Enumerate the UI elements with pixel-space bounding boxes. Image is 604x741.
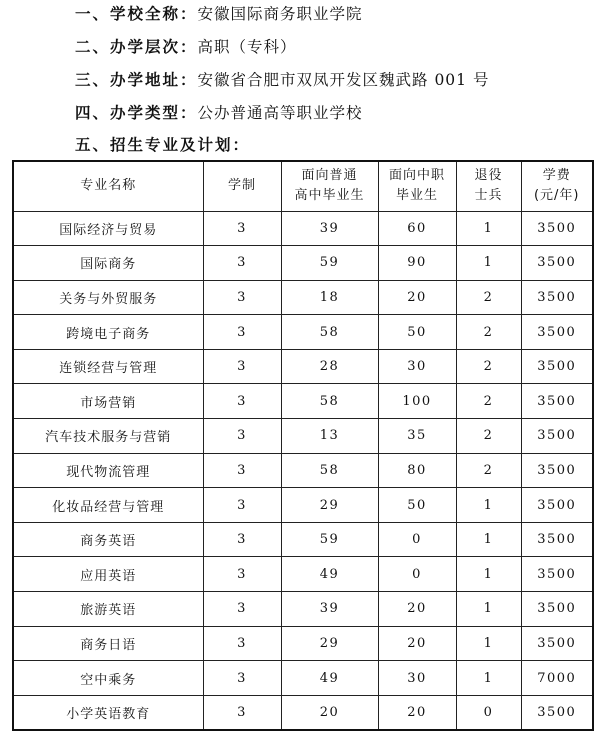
cell-vocational-quota: 100: [378, 384, 456, 419]
info-line-address: [75, 66, 489, 94]
info-key: 三、办学地址：: [75, 71, 198, 89]
cell-tuition: 3500: [521, 419, 593, 454]
info-line-name: [75, 0, 363, 28]
cell-major-name: 化妆品经营与管理: [13, 488, 203, 523]
cell-duration: 3: [203, 419, 281, 454]
table-row: [13, 315, 593, 350]
cell-major-name: 应用英语: [13, 557, 203, 592]
cell-veteran-quota: 0: [456, 695, 521, 730]
header-duration: [203, 161, 281, 211]
cell-duration: 3: [203, 522, 281, 557]
cell-veteran-quota: 2: [456, 315, 521, 350]
cell-highschool-quota: 39: [281, 592, 378, 627]
cell-veteran-quota: 1: [456, 488, 521, 523]
cell-duration: 3: [203, 211, 281, 246]
cell-highschool-quota: 18: [281, 280, 378, 315]
cell-veteran-quota: 2: [456, 280, 521, 315]
cell-duration: 3: [203, 592, 281, 627]
info-line-plan: [75, 131, 250, 159]
cell-major-name: 小学英语教育: [13, 695, 203, 730]
cell-tuition: 3500: [521, 626, 593, 661]
cell-highschool-quota: 58: [281, 453, 378, 488]
cell-veteran-quota: 2: [456, 419, 521, 454]
cell-highschool-quota: 58: [281, 315, 378, 350]
cell-highschool-quota: 13: [281, 419, 378, 454]
cell-major-name: 市场营销: [13, 384, 203, 419]
enrollment-plan-table: [12, 160, 594, 731]
info-value: 高职（专科）: [197, 38, 297, 56]
cell-tuition: 3500: [521, 384, 593, 419]
cell-duration: 3: [203, 453, 281, 488]
cell-major-name: 国际经济与贸易: [13, 211, 203, 246]
table-row: [13, 246, 593, 281]
cell-vocational-quota: 35: [378, 419, 456, 454]
cell-tuition: 3500: [521, 453, 593, 488]
cell-duration: 3: [203, 315, 281, 350]
cell-veteran-quota: 1: [456, 592, 521, 627]
cell-vocational-quota: 20: [378, 626, 456, 661]
table-row: [13, 522, 593, 557]
cell-major-name: 现代物流管理: [13, 453, 203, 488]
cell-veteran-quota: 1: [456, 661, 521, 696]
cell-highschool-quota: 49: [281, 661, 378, 696]
cell-duration: 3: [203, 557, 281, 592]
cell-highschool-quota: 58: [281, 384, 378, 419]
cell-vocational-quota: 20: [378, 280, 456, 315]
cell-duration: 3: [203, 695, 281, 730]
cell-vocational-quota: 50: [378, 315, 456, 350]
cell-major-name: 旅游英语: [13, 592, 203, 627]
cell-veteran-quota: 1: [456, 626, 521, 661]
info-value: 安徽省合肥市双凤开发区魏武路 001 号: [197, 71, 490, 89]
cell-veteran-quota: 2: [456, 453, 521, 488]
cell-vocational-quota: 20: [378, 695, 456, 730]
cell-highschool-quota: 29: [281, 626, 378, 661]
cell-tuition: 3500: [521, 315, 593, 350]
table-row: [13, 557, 593, 592]
header-vocational: [378, 161, 456, 211]
cell-tuition: 3500: [521, 522, 593, 557]
cell-major-name: 汽车技术服务与营销: [13, 419, 203, 454]
info-line-level: [75, 33, 297, 61]
cell-duration: 3: [203, 488, 281, 523]
cell-veteran-quota: 2: [456, 349, 521, 384]
info-key: 二、办学层次：: [75, 38, 198, 56]
cell-tuition: 3500: [521, 695, 593, 730]
header-major: [13, 161, 203, 211]
cell-veteran-quota: 1: [456, 557, 521, 592]
info-key: 五、招生专业及计划：: [75, 136, 251, 154]
cell-major-name: 跨境电子商务: [13, 315, 203, 350]
cell-tuition: 3500: [521, 488, 593, 523]
cell-tuition: 3500: [521, 211, 593, 246]
cell-highschool-quota: 59: [281, 246, 378, 281]
header-line: 高中毕业生: [294, 188, 365, 204]
table-row: [13, 626, 593, 661]
cell-highschool-quota: 39: [281, 211, 378, 246]
header-line: 面向中职: [388, 168, 445, 184]
header-tuition: [521, 161, 593, 211]
cell-major-name: 国际商务: [13, 246, 203, 281]
cell-duration: 3: [203, 280, 281, 315]
cell-tuition: 3500: [521, 349, 593, 384]
cell-highschool-quota: 49: [281, 557, 378, 592]
cell-highschool-quota: 20: [281, 695, 378, 730]
table-row: [13, 695, 593, 730]
cell-tuition: 7000: [521, 661, 593, 696]
cell-vocational-quota: 60: [378, 211, 456, 246]
info-line-type: [75, 99, 363, 127]
cell-vocational-quota: 30: [378, 661, 456, 696]
info-value: 公办普通高等职业学校: [197, 104, 363, 122]
header-line: 学制: [227, 178, 256, 194]
cell-major-name: 商务日语: [13, 626, 203, 661]
cell-highschool-quota: 28: [281, 349, 378, 384]
header-line: 退役: [474, 168, 503, 184]
info-key: 四、办学类型：: [75, 104, 198, 122]
header-highschool: [281, 161, 378, 211]
header-line: (元/年): [533, 188, 580, 204]
cell-major-name: 空中乘务: [13, 661, 203, 696]
cell-vocational-quota: 30: [378, 349, 456, 384]
cell-major-name: 连锁经营与管理: [13, 349, 203, 384]
cell-veteran-quota: 1: [456, 522, 521, 557]
info-value: 安徽国际商务职业学院: [197, 5, 363, 23]
table-row: [13, 592, 593, 627]
header-line: 学费: [542, 168, 571, 184]
cell-duration: 3: [203, 349, 281, 384]
header-veterans: [456, 161, 521, 211]
table-row: [13, 384, 593, 419]
cell-vocational-quota: 0: [378, 557, 456, 592]
cell-duration: 3: [203, 626, 281, 661]
header-line: 毕业生: [395, 188, 438, 204]
cell-vocational-quota: 50: [378, 488, 456, 523]
cell-duration: 3: [203, 384, 281, 419]
cell-duration: 3: [203, 661, 281, 696]
cell-major-name: 关务与外贸服务: [13, 280, 203, 315]
cell-veteran-quota: 2: [456, 384, 521, 419]
cell-tuition: 3500: [521, 592, 593, 627]
cell-vocational-quota: 90: [378, 246, 456, 281]
cell-duration: 3: [203, 246, 281, 281]
header-line: 面向普通: [301, 168, 358, 184]
cell-vocational-quota: 0: [378, 522, 456, 557]
header-line: 士兵: [474, 188, 503, 204]
cell-vocational-quota: 80: [378, 453, 456, 488]
header-line: 专业名称: [80, 178, 137, 194]
cell-veteran-quota: 1: [456, 211, 521, 246]
table-row: [13, 349, 593, 384]
table-row: [13, 280, 593, 315]
cell-highschool-quota: 59: [281, 522, 378, 557]
cell-tuition: 3500: [521, 557, 593, 592]
table-row: [13, 211, 593, 246]
cell-tuition: 3500: [521, 280, 593, 315]
table-row: [13, 661, 593, 696]
cell-veteran-quota: 1: [456, 246, 521, 281]
table-row: [13, 419, 593, 454]
table-header-row: [13, 161, 593, 211]
table-row: [13, 488, 593, 523]
table-body: [13, 211, 593, 730]
table-row: [13, 453, 593, 488]
info-key: 一、学校全称：: [75, 5, 198, 23]
cell-tuition: 3500: [521, 246, 593, 281]
cell-vocational-quota: 20: [378, 592, 456, 627]
cell-major-name: 商务英语: [13, 522, 203, 557]
cell-highschool-quota: 29: [281, 488, 378, 523]
